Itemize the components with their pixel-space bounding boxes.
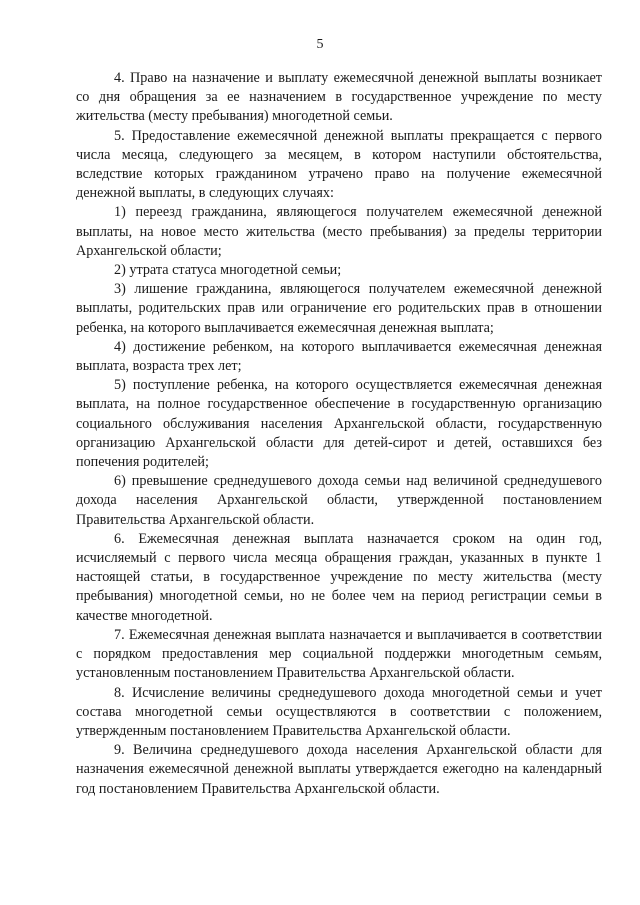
paragraph-article-7: 7. Ежемесячная денежная выплата назначается и выплачивается в соответствии с порядком предоставления мер социальной поддержки многодетным семьям, установленным постановлением Правительства Архангельской области. [76, 626, 602, 682]
paragraph-item-2: 2) утрата статуса многодетной семьи; [114, 262, 342, 279]
paragraph-article-6: 6. Ежемесячная денежная выплата назначается сроком на один год, исчисляемый с первого числа месяца обращения граждан, указанных в пункте 1 настоящей статьи, в государственное учреждение по месту жительства (месту пребывания) многодетной семьи, но не более чем на период регистрации семьи в качестве многодетной. [76, 530, 602, 624]
paragraph-item-6: 6) превышение среднедушевого дохода семьи над величиной среднедушевого дохода населения Архангельской области, утвержденной постановлением Правительства Архангельской области. [76, 473, 602, 528]
document-body [76, 69, 602, 799]
page-number: 5 [316, 37, 324, 52]
paragraph-article-9: 9. Величина среднедушевого дохода населения Архангельской области для назначения ежемесячной денежной выплаты утверждается ежегодно на календарный год постановлением Правительства Архангельской области. [76, 742, 602, 797]
paragraph-item-5: 5) поступление ребенка, на которого осуществляется ежемесячная денежная выплата, на полное государственное обеспечение в государственную организацию социального обслуживания населения Архангельской области, государственную организацию Архангельской области для детей-сирот и детей, оставшихся без попечения родителей; [76, 377, 602, 471]
paragraph-item-1: 1) переезд гражданина, являющегося получателем ежемесячной денежной выплаты, на новое место жительства (место пребывания) за пределы территории Архангельской области; [76, 204, 602, 259]
paragraph-article-4: 4. Право на назначение и выплату ежемесячной денежной выплаты возникает со дня обращения за ее назначением в государственное учреждение по месту жительства (месту пребывания) многодетной семьи. [76, 70, 602, 125]
paragraph-item-3: 3) лишение гражданина, являющегося получателем ежемесячной денежной выплаты, родительских прав или ограничение его родительских прав в отношении ребенка, на которого выплачивается ежемесячная денежная выплата; [76, 281, 602, 336]
paragraph-article-5: 5. Предоставление ежемесячной денежной выплаты прекращается с первого числа месяца, следующего за месяцем, в котором наступили обстоятельства, вследствие которых гражданином утрачено право на получение ежемесячной денежной выплаты, в следующих случаях: [76, 127, 602, 202]
paragraph-item-4: 4) достижение ребенком, на которого выплачивается ежемесячная денежная выплата, возраста трех лет; [76, 338, 602, 375]
paragraph-article-8: 8. Исчисление величины среднедушевого дохода многодетной семьи и учет состава многодетной семьи осуществляются в соответствии с положением, утвержденным постановлением Правительства Архангельской области. [76, 684, 602, 739]
